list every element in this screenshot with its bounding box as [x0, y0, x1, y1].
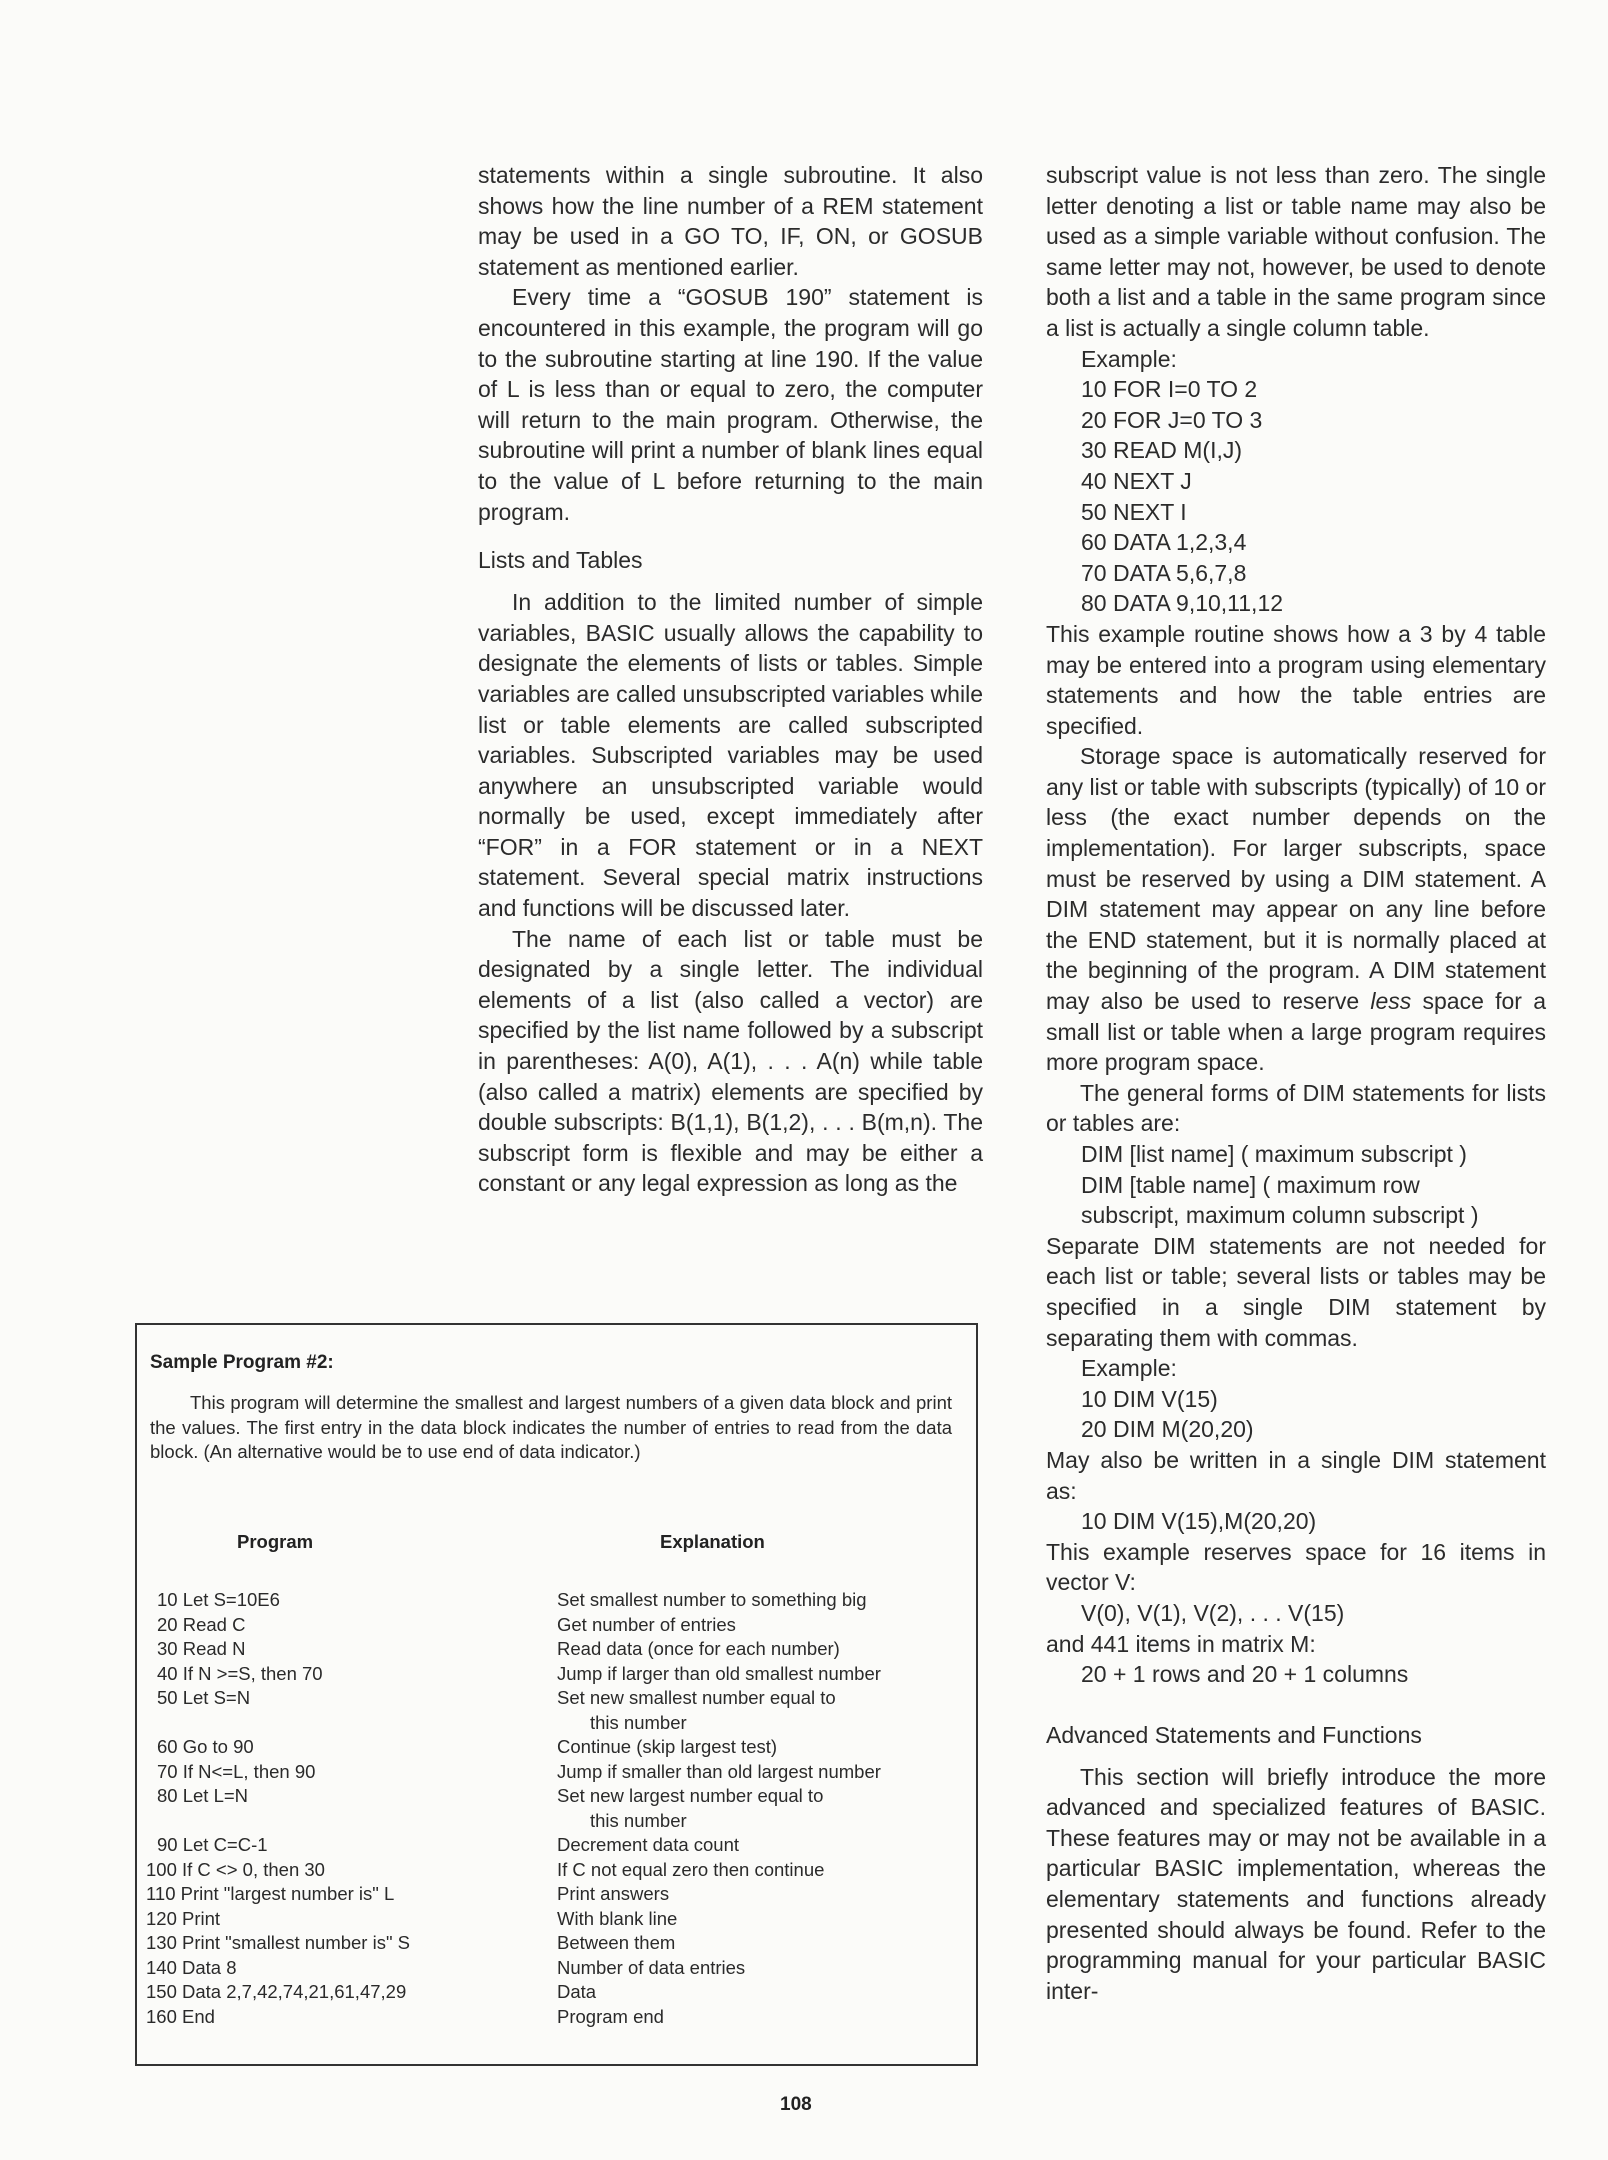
code-line: 20 FOR J=0 TO 3: [1081, 406, 1263, 433]
table-row: [137, 1907, 980, 1932]
code-line: 10 DIM V(15),M(20,20): [1081, 1508, 1317, 1535]
table-row: [137, 1613, 980, 1638]
program-explanation: this number: [590, 1809, 687, 1831]
program-explanation: Set smallest number to something big: [557, 1589, 867, 1610]
table-row: [137, 1858, 980, 1883]
paragraph: Separate DIM statements are not needed for each list or table; several lists or tables may be specified in a single DIM statement by separating them with commas.: [1046, 1232, 1546, 1351]
program-code: 50 Let S=N: [157, 1687, 251, 1708]
paragraph: subscript value is not less than zero. The single letter denoting a list or table name may also be used as a simple variable without confusion. The same letter may not, however, be used to denote both a list and a table in the same program since a list is actually a single column table.: [1046, 162, 1546, 341]
program-explanation: Get number of entries: [557, 1613, 736, 1635]
paragraph: This example routine shows how a 3 by 4 table may be entered into a program using elementary statements and how the table entries are specified.: [1046, 620, 1546, 739]
matrix-items: 20 + 1 rows and 20 + 1 columns: [1081, 1661, 1409, 1688]
table-row: [137, 1662, 980, 1687]
paragraph: May also be written in a single DIM statement as:: [1046, 1446, 1546, 1504]
program-explanation: Continue (skip largest test): [557, 1736, 778, 1757]
table-row: [137, 1882, 980, 1907]
program-code: 70 If N<=L, then 90: [157, 1760, 316, 1782]
paragraph: Every time a “GOSUB 190” statement is encountered in this example, the program will go to the subroutine starting at line 190. If the value of L is less than or equal to zero, the computer will return to the main program. Otherwise, the subroutine will print a number of blank lines equal to the value of L before returning to the main program.: [478, 284, 983, 525]
program-explanation: Decrement data count: [557, 1834, 740, 1855]
program-code: 120 Print: [146, 1907, 221, 1929]
code-line: 10 FOR I=0 TO 2: [1081, 376, 1258, 403]
table-row: [137, 1784, 980, 1809]
paragraph: statements within a single subroutine. It also shows how the line number of a REM statement may be used in a GO TO, IF, ON, or GOSUB statement as mentioned earlier.: [478, 162, 983, 280]
section-heading: Advanced Statements and Functions: [1046, 1721, 1422, 1748]
code-line: 70 DATA 5,6,7,8: [1081, 559, 1247, 586]
table-row: [137, 1735, 980, 1760]
program-explanation: Number of data entries: [557, 1956, 746, 1978]
program-explanation: Read data (once for each number): [557, 1638, 840, 1659]
sample-program-description: This program will determine the smallest and largest numbers of a given data block and print the values. The first entry in the data block indicates the number of entries to read from the data block. (An alternative would be to use end of data indicator.): [150, 1392, 952, 1462]
table-row: [137, 1931, 980, 1956]
dim-form: DIM [table name] ( maximum row: [1081, 1171, 1420, 1198]
program-explanation: Jump if larger than old smallest number: [557, 1662, 881, 1684]
middle-column: [478, 160, 983, 1199]
table-row: [137, 1588, 980, 1613]
right-column: [1046, 160, 1546, 2006]
program-code: 150 Data 2,7,42,74,21,61,47,29: [146, 1981, 407, 2002]
program-explanation: Set new smallest number equal to: [557, 1687, 836, 1708]
table-row: [137, 1980, 980, 2005]
program-code: 160 End: [146, 2005, 215, 2027]
vector-items: V(0), V(1), V(2), . . . V(15): [1081, 1599, 1345, 1626]
table-row: [137, 1686, 980, 1711]
paragraph: This section will briefly introduce the more advanced and specialized features of BASIC. These features may or may not be available in a particular BASIC implementation, whereas the elementary statements and functions already presented should always be found. Refer to the programming manual for your particular BASIC inter-: [1046, 1763, 1546, 2004]
code-line: 20 DIM M(20,20): [1081, 1416, 1254, 1443]
program-code: 20 Read C: [157, 1613, 246, 1635]
code-line: 40 NEXT J: [1081, 467, 1192, 494]
paragraph: Storage space is automatically reserved for any list or table with subscripts (typically) of 10 or less (the exact number depends on the implementation). For larger subscripts, space must be reserved by using a DIM statement. A DIM statement may appear on any line before the END statement, but it is normally placed at the beginning of the program. A DIM statement may also be used to reserve less space for a small list or table when a large program requires more program space.: [1046, 743, 1546, 1076]
program-header: Program: [237, 1531, 314, 1552]
program-code: 30 Read N: [157, 1638, 246, 1659]
program-code: 10 Let S=10E6: [157, 1589, 280, 1610]
code-example: [1046, 374, 1546, 619]
code-line: 50 NEXT I: [1081, 498, 1187, 525]
program-explanation: Program end: [557, 2005, 664, 2027]
program-code: 80 Let L=N: [157, 1785, 249, 1806]
table-row: [137, 1833, 980, 1858]
program-explanation: Between them: [557, 1932, 676, 1953]
program-explanation: Jump if smaller than old largest number: [557, 1760, 881, 1782]
section-heading: Lists and Tables: [478, 547, 643, 574]
sample-program-title: Sample Program #2:: [150, 1352, 334, 1373]
table-row: [137, 1760, 980, 1785]
table-row: [137, 2005, 980, 2030]
code-line: 60 DATA 1,2,3,4: [1081, 529, 1247, 556]
program-code: 60 Go to 90: [157, 1736, 254, 1757]
table-row: [137, 1956, 980, 1981]
table-row: [137, 1711, 980, 1736]
program-code: 40 If N >=S, then 70: [157, 1662, 323, 1684]
program-explanation: With blank line: [557, 1907, 678, 1929]
page-number: 108: [780, 2094, 812, 2115]
paragraph: This example reserves space for 16 items in vector V:: [1046, 1538, 1546, 1596]
dim-form: subscript, maximum column subscript ): [1081, 1202, 1479, 1229]
table-row: [137, 1809, 980, 1834]
program-code: 140 Data 8: [146, 1956, 237, 1978]
sample-program-box: [135, 1323, 978, 2066]
code-line: 30 READ M(I,J): [1081, 437, 1243, 464]
example-label: Example:: [1081, 345, 1177, 372]
program-code: 90 Let C=C-1: [157, 1834, 268, 1855]
program-explanation: If C not equal zero then continue: [557, 1858, 825, 1880]
program-explanation: Print answers: [557, 1883, 670, 1904]
program-explanation: Set new largest number equal to: [557, 1785, 824, 1806]
paragraph: and 441 items in matrix M:: [1046, 1630, 1316, 1657]
program-code: 110 Print "largest number is" L: [146, 1883, 395, 1904]
code-line: 80 DATA 9,10,11,12: [1081, 590, 1284, 617]
explanation-header: Explanation: [660, 1531, 765, 1552]
paragraph: In addition to the limited number of simple variables, BASIC usually allows the capability to designate the elements of lists or tables. Simple variables are called unsubscripted variables while list or table elements are called subscripted variables. Subscripted variables may be used anywhere an unsubscripted variable would normally be used, except immediately after “FOR” in a FOR statement or in a NEXT statement. Several special matrix instructions and functions will be discussed later.: [478, 589, 983, 922]
paragraph: The general forms of DIM statements for lists or tables are:: [1046, 1079, 1546, 1137]
code-line: 10 DIM V(15): [1081, 1385, 1218, 1412]
paragraph: The name of each list or table must be designated by a single letter. The individual elements of a list (also called a vector) are specified by the list name followed by a subscript in parentheses: A(0), A(1), . . . A(n) while table (also called a matrix) elements are specified by double subscripts: B(1,1), B(1,2), . . . B(m,n). The subscript form is flexible and may be either a constant or any legal expression as long as the: [478, 925, 983, 1197]
program-explanation: Data: [557, 1981, 597, 2002]
example-label: Example:: [1081, 1355, 1177, 1382]
program-code: 130 Print "smallest number is" S: [146, 1932, 411, 1953]
program-explanation: this number: [590, 1711, 687, 1733]
program-code: 100 If C <> 0, then 30: [146, 1858, 325, 1880]
table-row: [137, 1637, 980, 1662]
dim-form: DIM [list name] ( maximum subscript ): [1081, 1141, 1467, 1167]
